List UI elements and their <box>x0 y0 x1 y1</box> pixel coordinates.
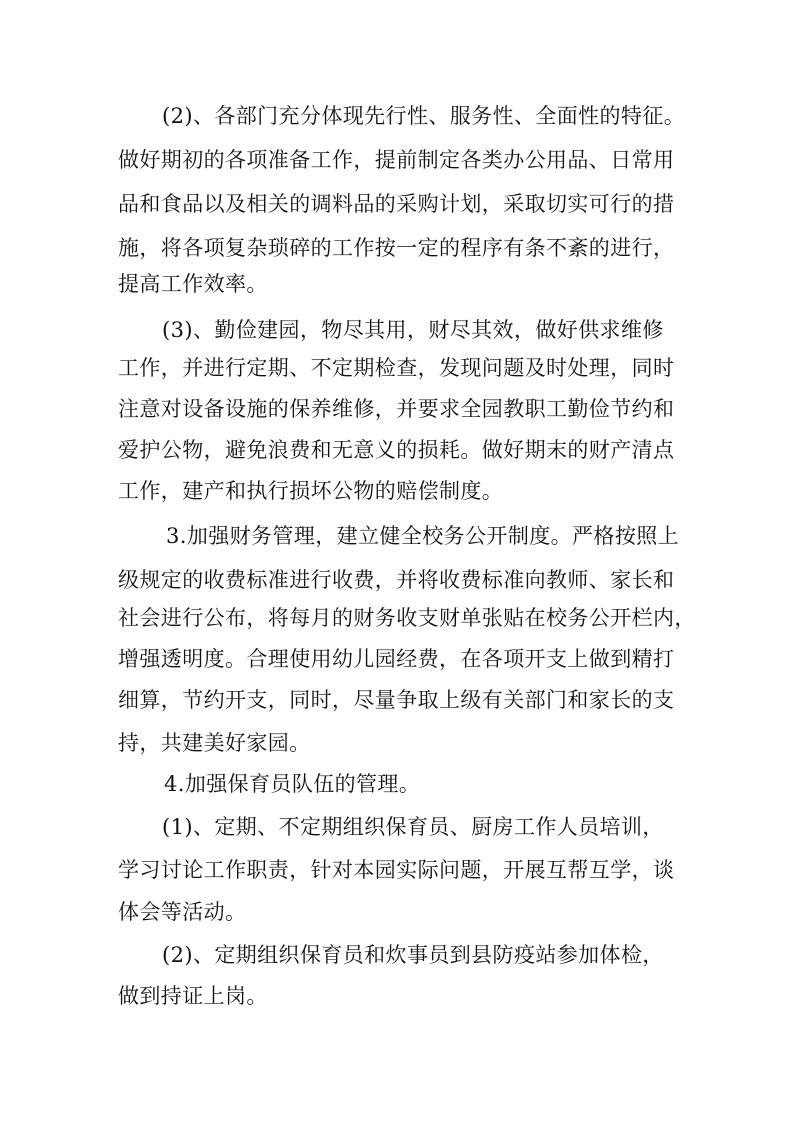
text-line: (3)、勤俭建园，物尽其用，财尽其效，做好供求维修 <box>162 318 664 342</box>
text-line: 学习讨论工作职责，针对本园实际问题，开展互帮互学，谈 <box>118 858 675 882</box>
text-line: (1)、定期、不定期组织保育员、厨房工作人员培训， <box>162 815 664 839</box>
text-line: 增强透明度。合理使用幼儿园经费，在各项开支上做到精打 <box>118 647 675 671</box>
text-line: (2)、定期组织保育员和炊事员到县防疫站参加体检， <box>162 943 664 967</box>
text-line: 注意对设备设施的保养维修，并要求全园教职工勤俭节约和 <box>118 397 675 421</box>
text-line: 持，共建美好家园。 <box>118 731 311 755</box>
text-line: 品和食品以及相关的调料品的采购计划，采取切实可行的措 <box>118 192 675 216</box>
text-line: (2)、各部门充分体现先行性、服务性、全面性的特征。 <box>162 104 686 128</box>
text-line: 施，将各项复杂琐碎的工作按一定的程序有条不紊的进行， <box>118 236 675 260</box>
text-line: 提高工作效率。 <box>118 272 268 296</box>
text-line: 3.加强财务管理，建立健全校务公开制度。严格按照上 <box>166 524 680 548</box>
text-line: 体会等活动。 <box>118 900 247 924</box>
text-line: 社会进行公布，将每月的财务收支财单张贴在校务公开栏内， <box>118 606 696 630</box>
text-line: 工作，建产和执行损坏公物的赔偿制度。 <box>118 479 504 503</box>
text-line: 级规定的收费标准进行收费，并将收费标准向教师、家长和 <box>118 568 675 592</box>
text-line: 4.加强保育员队伍的管理。 <box>164 772 421 796</box>
text-line: 细算，节约开支，同时，尽量争取上级有关部门和家长的支 <box>118 688 675 712</box>
text-line: 做好期初的各项准备工作，提前制定各类办公用品、日常用 <box>118 148 675 172</box>
text-line: 做到持证上岗。 <box>118 984 268 1008</box>
text-line: 爱护公物，避免浪费和无意义的损耗。做好期末的财产清点 <box>118 438 675 462</box>
text-line: 工作，并进行定期、不定期检查，发现问题及时处理，同时 <box>118 356 675 380</box>
